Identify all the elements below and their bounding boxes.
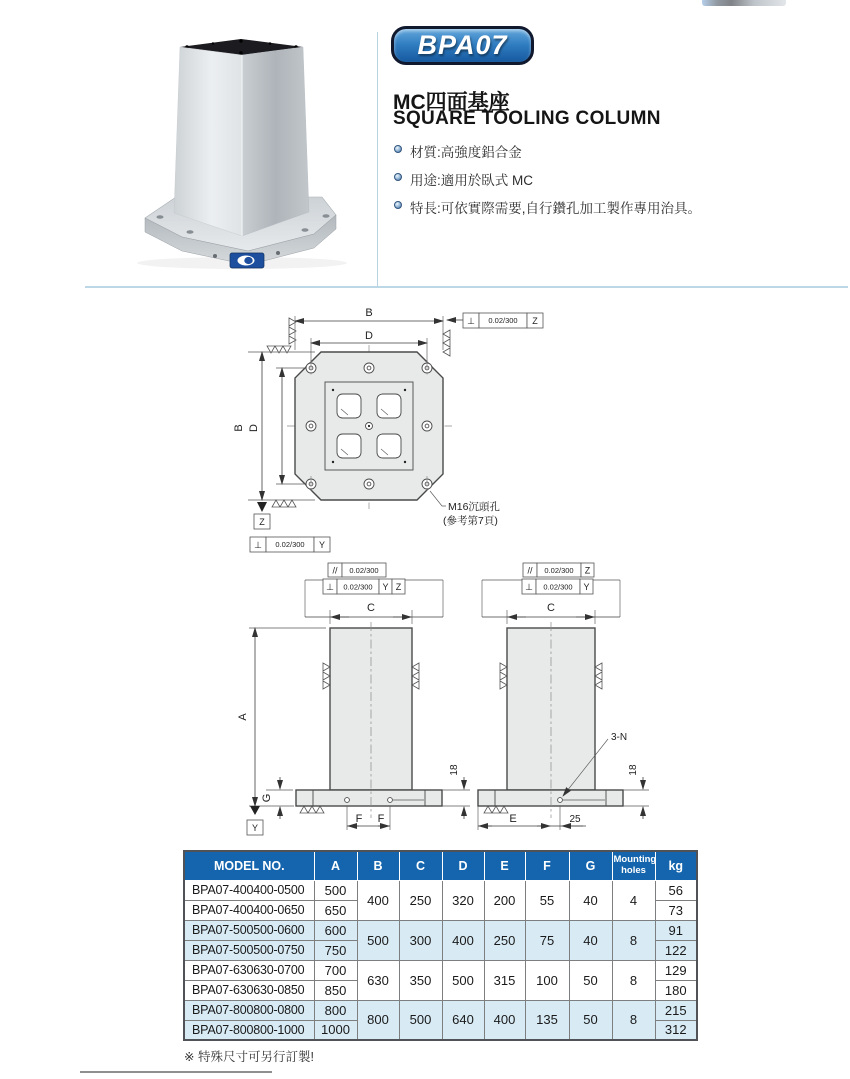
feature-text: 材質:高強度鋁合金	[410, 145, 522, 160]
svg-text:Z: Z	[395, 582, 402, 592]
tolerance-frame	[323, 579, 405, 594]
spec-table	[183, 850, 698, 1041]
table-row: BPA07-400400-0500 500 400 250 320 200 55 40 4 56	[184, 880, 697, 900]
technical-drawing	[0, 288, 850, 848]
svg-text:0.02/300: 0.02/300	[343, 582, 373, 592]
svg-text:Z: Z	[532, 316, 538, 326]
pocket-hole	[377, 394, 401, 418]
col-header-kg: kg	[655, 851, 697, 880]
svg-text:⊥: ⊥	[326, 582, 334, 592]
base-body	[296, 790, 442, 806]
bullet-icon	[394, 173, 402, 181]
dim-label: E	[509, 813, 517, 825]
top-view	[233, 307, 543, 552]
svg-text:⊥: ⊥	[254, 540, 262, 550]
column-left-face	[174, 47, 242, 236]
dim-label: B	[233, 424, 245, 432]
table-row: BPA07-800800-0800 800 800 500 640 400 135 50 8 215	[184, 1000, 697, 1020]
col-header-d: D	[442, 851, 484, 880]
dim-label: G	[261, 793, 273, 803]
tolerance-frame	[250, 537, 330, 552]
table-row: BPA07-800800-1000 1000 312	[184, 1020, 697, 1040]
hole-count-label: 3-N	[611, 732, 628, 743]
table-row: BPA07-400400-0650 650 73	[184, 900, 697, 920]
svg-text:⊥: ⊥	[467, 316, 475, 326]
tolerance-frame	[328, 563, 386, 577]
datum-triangle	[257, 502, 267, 512]
hole-note-line1: M16沉頭孔	[448, 501, 500, 513]
dim-label: C	[367, 602, 375, 614]
dim-label: F	[377, 813, 385, 825]
col-header-e: E	[484, 851, 525, 880]
dim-label: D	[248, 424, 260, 432]
base-hole	[558, 798, 563, 803]
svg-text:0.02/300: 0.02/300	[543, 582, 573, 592]
datum-triangle	[250, 806, 260, 815]
col-header-g: G	[569, 851, 612, 880]
pocket-hole	[337, 394, 361, 418]
col-header-f: F	[525, 851, 569, 880]
photo-brand-logo	[230, 253, 264, 268]
svg-text:⊥: ⊥	[525, 582, 533, 592]
dim-label: 25	[569, 814, 581, 825]
vertical-divider	[377, 32, 378, 287]
page-title-en: SQUARE TOOLING COLUMN	[393, 108, 661, 129]
dim-label: 18	[628, 764, 639, 776]
col-header-model: MODEL NO.	[184, 851, 314, 880]
svg-text:0.02/300: 0.02/300	[275, 540, 305, 549]
svg-text:0.02/300: 0.02/300	[349, 566, 379, 575]
column-right-face	[242, 47, 309, 236]
table-row: BPA07-500500-0750 750 122	[184, 940, 697, 960]
table-row: BPA07-630630-0850 850 180	[184, 980, 697, 1000]
svg-text://: //	[527, 565, 533, 576]
bullet-icon	[394, 201, 402, 209]
dim-label: F	[355, 813, 363, 825]
pocket-hole	[377, 434, 401, 458]
tolerance-frame	[447, 313, 543, 328]
svg-text://: //	[332, 565, 338, 576]
base-body	[478, 790, 623, 806]
base-hole	[345, 798, 350, 803]
dim-label: B	[365, 307, 373, 319]
tolerance-frame	[523, 563, 594, 577]
product-photo	[100, 20, 380, 270]
svg-text:Y: Y	[583, 582, 590, 592]
feature-text: 特長:可依實際需要,自行鑽孔加工製作專用治具。	[410, 201, 702, 216]
datum-letter: Z	[259, 517, 265, 527]
pocket-hole	[337, 434, 361, 458]
feature-item	[394, 197, 834, 217]
page-title-zh: MC四面基座	[393, 91, 510, 114]
table-row: BPA07-630630-0700 700 630 350 500 315 100 50 8 129	[184, 960, 697, 980]
footer-rule-fragment	[80, 1071, 272, 1073]
table-row: BPA07-500500-0600 600 500 300 400 250 75 40 8 91	[184, 920, 697, 940]
product-photo-illustration	[100, 20, 380, 270]
svg-text:Z: Z	[584, 565, 591, 576]
feature-text: 用途:適用於臥式 MC	[410, 173, 533, 188]
col-header-c: C	[399, 851, 442, 880]
svg-text:Y: Y	[382, 582, 389, 592]
col-header-mounting-holes: Mounting holes	[612, 851, 655, 880]
tolerance-frame	[522, 579, 593, 594]
hole-note-line2: (參考第7頁)	[443, 515, 498, 527]
side-view-right	[478, 563, 649, 830]
bullet-icon	[394, 145, 402, 153]
svg-text:0.02/300: 0.02/300	[488, 316, 518, 325]
spec-table-section	[183, 850, 698, 1041]
table-header-row	[184, 851, 697, 880]
svg-text:0.02/300: 0.02/300	[544, 566, 574, 575]
brand-logo-fragment	[702, 0, 786, 6]
col-header-b: B	[357, 851, 399, 880]
datum-letter: Y	[251, 823, 259, 833]
feature-list	[394, 141, 834, 225]
feature-item	[394, 169, 834, 189]
side-view-left	[237, 563, 470, 835]
col-header-a: A	[314, 851, 357, 880]
dim-label: C	[547, 602, 555, 614]
svg-text:Y: Y	[318, 540, 326, 550]
feature-item	[394, 141, 834, 161]
footnote: ※ 特殊尺寸可另行訂製!	[184, 1050, 314, 1064]
base-hole	[388, 798, 393, 803]
dim-label: D	[365, 330, 373, 342]
dim-label: A	[237, 713, 249, 721]
dim-label: 18	[449, 764, 460, 776]
model-badge: BPA07	[391, 26, 534, 65]
